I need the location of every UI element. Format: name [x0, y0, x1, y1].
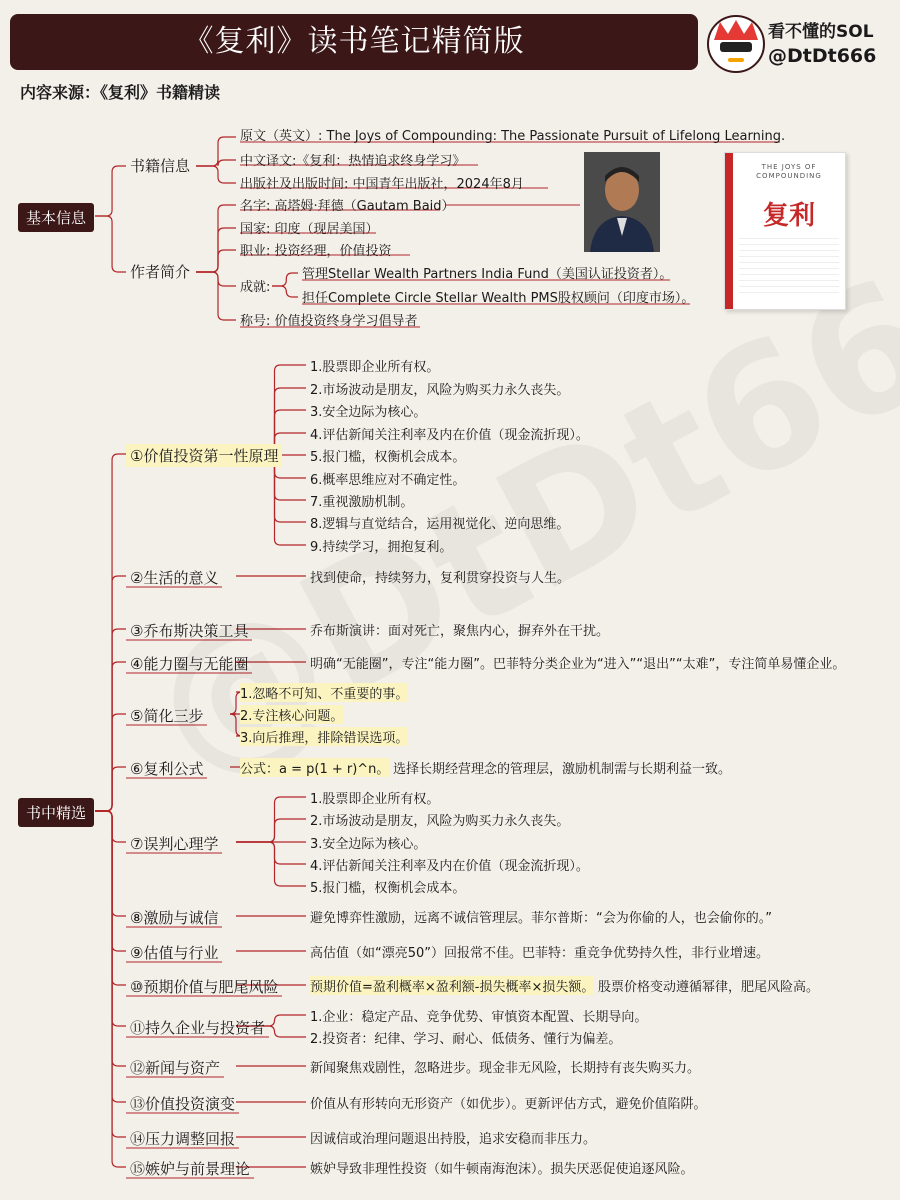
topic-leaf: 乔布斯演讲：面对死亡，聚焦内心，摒弃外在干扰。 [310, 624, 610, 639]
topic-leaf: 避免博弈性激励，远离不诚信管理层。菲尔普斯：“会为你偷的人，也会偷你的。” [310, 911, 772, 926]
topic-leaf: 3.安全边际为核心。 [310, 837, 427, 852]
book-cover [724, 152, 846, 310]
node-book-info: 书籍信息 [130, 157, 191, 175]
achievement-item: 担任Complete Circle Stellar Wealth PMS股权顾问（印度市场）。 [302, 291, 695, 306]
topic-node: ⑩预期价值与肥尾风险 [130, 978, 279, 996]
topic-node: ⑮嫉妒与前景理论 [130, 1160, 251, 1178]
topic-leaf: 高估值（如“漂亮50”）回报常不佳。巴菲特：重竞争优势持久性，非行业增速。 [310, 946, 770, 961]
topic-node: ⑭压力调整回报 [130, 1130, 236, 1148]
topic-leaf: 2.投资者：纪律、学习、耐心、低债务、懂行为偏差。 [310, 1032, 622, 1047]
topic-leaf: 选择长期经营理念的管理层，激励机制需与长期利益一致。 [393, 762, 732, 777]
topic-leaf: 公式：a = p(1 + r)^n。 [240, 758, 389, 777]
book-info-item: 中文译文:《复利：热情追求终身学习》 [240, 154, 466, 169]
author-name: 看不懂的SOL [768, 22, 874, 42]
author-item: 成就: [240, 280, 271, 295]
topic-leaf: 4.评估新闻关注利率及内在价值（现金流折现）。 [310, 428, 589, 443]
topic-node: ③乔布斯决策工具 [130, 622, 249, 640]
node-author-intro: 作者简介 [130, 263, 191, 281]
topic-leaf: 6.概率思维应对不确定性。 [310, 473, 466, 488]
topic-leaf: 2.市场波动是朋友，风险为购买力永久丧失。 [310, 814, 570, 829]
content-source: 内容来源：《复利》书籍精读 [20, 83, 221, 102]
topic-node: ⑬价值投资演变 [130, 1095, 236, 1113]
author-handle: @DtDt666 [768, 45, 877, 67]
node-book-selection: 书中精选 [18, 798, 94, 827]
topic-leaf: 预期价值=盈利概率×盈利额-损失概率×损失额。 [310, 976, 594, 995]
topic-node: ⑦误判心理学 [130, 835, 219, 853]
topic-leaf: 找到使命，持续努力，复利贯穿投资与人生。 [310, 571, 571, 586]
topic-leaf: 3.安全边际为核心。 [310, 405, 427, 420]
topic-node: ⑧激励与诚信 [130, 909, 219, 927]
topic-leaf: 2.专注核心问题。 [240, 705, 343, 724]
achievement-item: 管理Stellar Wealth Partners India Fund（美国认证投资者）。 [302, 267, 673, 282]
page-title: 《复利》读书笔记精简版 [10, 14, 698, 70]
topic-leaf: 1.忽略不可知、不重要的事。 [240, 683, 408, 702]
book-info-item: 出版社及出版时间: 中国青年出版社，2024年8月 [240, 177, 524, 192]
topic-leaf: 新闻聚焦戏剧性，忽略进步。现金非无风险，长期持有丧失购买力。 [310, 1061, 701, 1076]
author-item: 称号: 价值投资终身学习倡导者 [240, 314, 418, 329]
topic-leaf: 4.评估新闻关注利率及内在价值（现金流折现）。 [310, 859, 589, 874]
topic-leaf: 8.逻辑与直觉结合，运用视觉化、逆向思维。 [310, 517, 570, 532]
topic-leaf: 5.报门槛，权衡机会成本。 [310, 881, 466, 896]
topic-leaf: 1.企业：稳定产品、竞争优势、审慎资本配置、长期导向。 [310, 1010, 648, 1025]
avatar-icon [706, 14, 766, 74]
book-info-item: 原文（英文）: The Joys of Compounding: The Passionate Pursuit of Lifelong Learning. [240, 129, 786, 144]
topic-leaf: 1.股票即企业所有权。 [310, 792, 440, 807]
topic-leaf: 5.报门槛，权衡机会成本。 [310, 450, 466, 465]
author-photo [584, 152, 660, 252]
author-item: 国家: 印度（现居美国） [240, 222, 379, 237]
topic-node: ④能力圈与无能圈 [130, 655, 249, 673]
topic-node: ⑪持久企业与投资者 [130, 1019, 266, 1037]
topic-leaf: 股票价格变动遵循幂律，肥尾风险高。 [598, 980, 820, 995]
topic-leaf: 2.市场波动是朋友，风险为购买力永久丧失。 [310, 383, 570, 398]
topic-leaf: 1.股票即企业所有权。 [310, 360, 440, 375]
topic-leaf: 3.向后推理，排除错误选项。 [240, 727, 408, 746]
book-cover-title-cn: 复利 [762, 201, 815, 231]
topic-node: ②生活的意义 [130, 569, 219, 587]
topic-leaf: 价值从有形转向无形资产（如优步）。更新评估方式，避免价值陷阱。 [310, 1097, 707, 1112]
topic-node: ①价值投资第一性原理 [126, 444, 282, 467]
node-basic-info: 基本信息 [18, 203, 94, 232]
topic-leaf: 因诚信或治理问题退出持股，追求安稳而非压力。 [310, 1132, 597, 1147]
topic-node: ⑫新闻与资产 [130, 1059, 221, 1077]
author-item: 名字: 高塔姆·拜德（Gautam Baid） [240, 199, 455, 214]
topic-node: ⑤简化三步 [130, 707, 204, 725]
topic-leaf: 嫉妒导致非理性投资（如牛顿南海泡沫）。损失厌恶促使追逐风险。 [310, 1162, 694, 1177]
topic-leaf: 7.重视激励机制。 [310, 495, 414, 510]
author-item: 职业: 投资经理，价值投资 [240, 244, 392, 259]
topic-node: ⑥复利公式 [130, 760, 204, 778]
topic-node: ⑨估值与行业 [130, 944, 219, 962]
book-cover-title-en: THE JOYS OF COMPOUNDING [756, 163, 822, 180]
topic-leaf: 明确“无能圈”，专注“能力圈”。巴菲特分类企业为“进入”“退出”“太难”，专注简单易懂企业。 [310, 657, 846, 672]
topic-leaf: 9.持续学习，拥抱复利。 [310, 540, 453, 555]
